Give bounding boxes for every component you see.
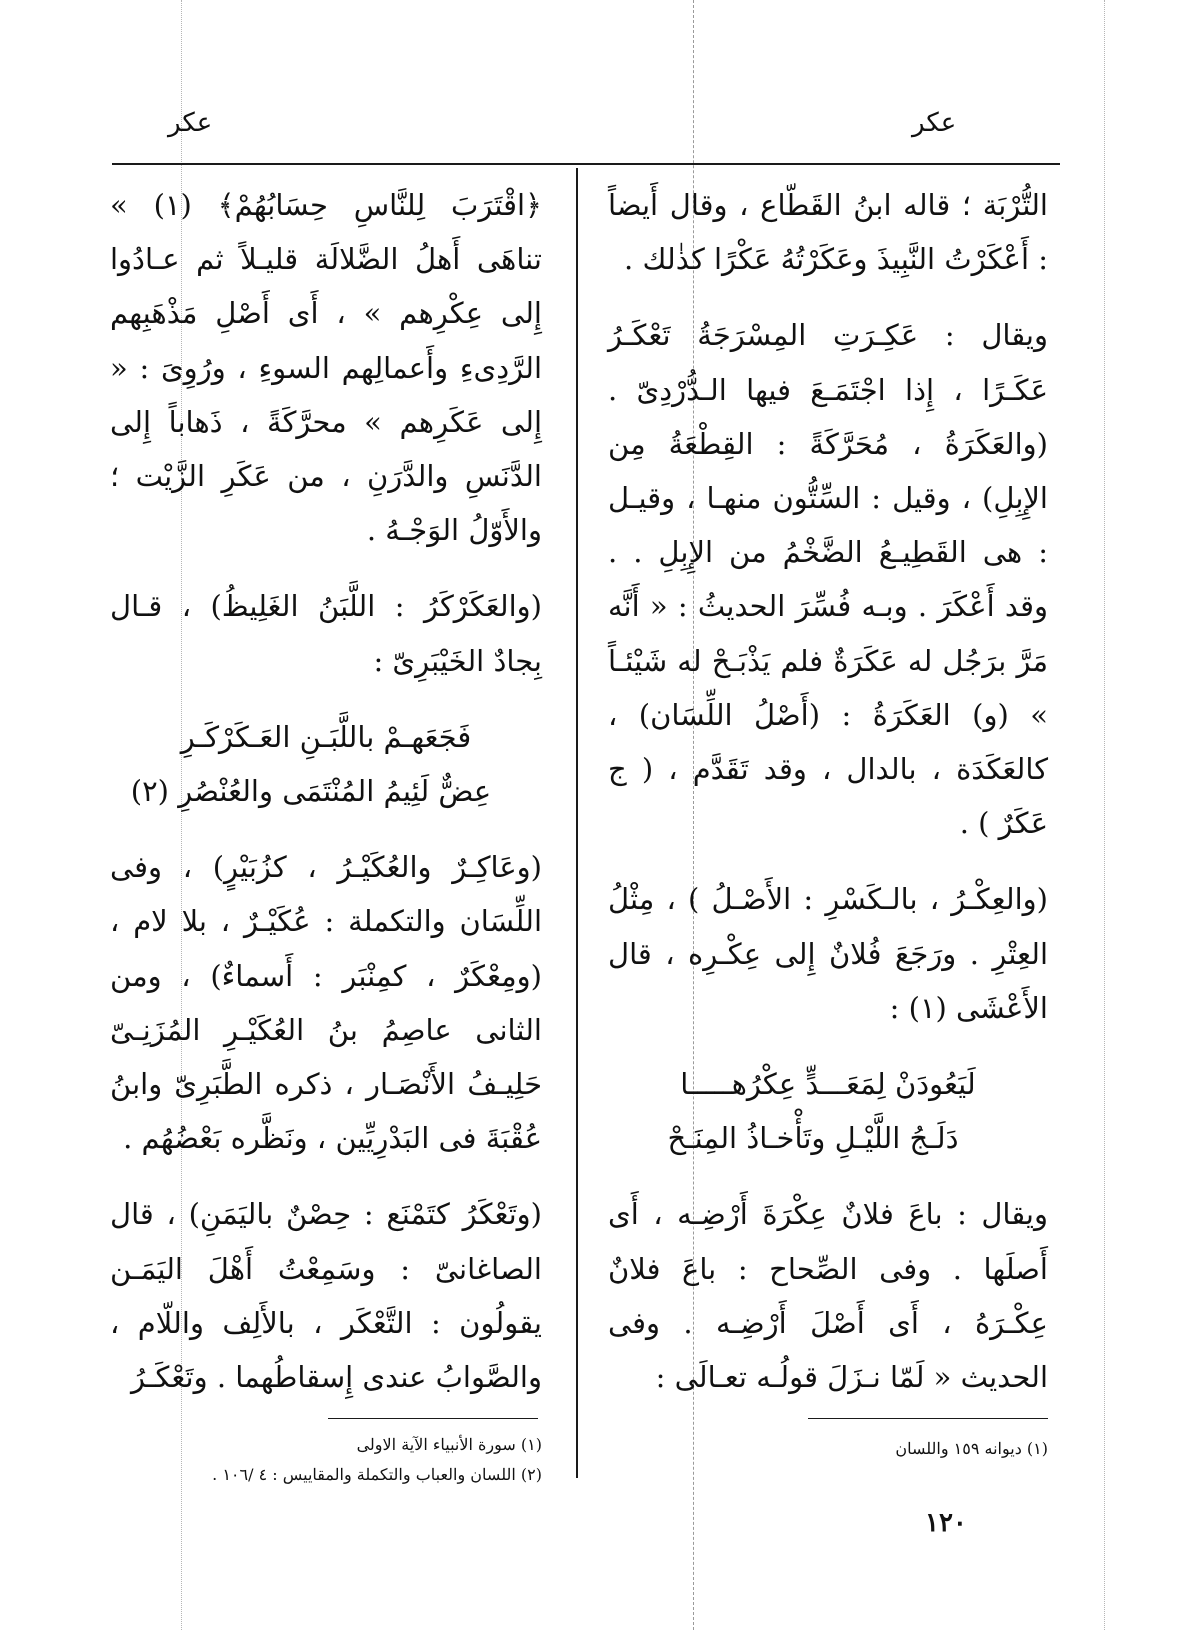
paragraph: التُّرْبَة ؛ قاله ابنُ القَطّاع ، وقال أَيضاً : أَعْكَرْتُ النَّبِيذَ وعَكَرْتُهُ عَكْرًا كذٰلك . bbox=[608, 188, 1048, 277]
verse-line: فَجَعَهـمْ باللَّبَـنِ العَـكَرْكَـرِ bbox=[180, 719, 472, 754]
verse-line: عِضٌّ لَئِيمُ المُنْتَمَى والعُنْصُرِ (٢) bbox=[130, 774, 492, 809]
footnote-rule bbox=[328, 1418, 538, 1419]
paragraph: (والعِكْـرُ ، بالـكَسْرِ : الأَصْـلُ ) ، مِثْلُ العِتْرِ . ورَجَعَ فُلانٌ إِلى عِكْـرِه ، قال الأَعْشَى (١) : bbox=[608, 882, 1048, 1025]
scan-margin-line bbox=[1104, 0, 1105, 1630]
running-header-right: عكر bbox=[912, 108, 957, 138]
paragraph: ويقال : باعَ فلانٌ عِكْرَةَ أَرْضِـه ، أَى أَصلَها . وفى الصِّحاح : باعَ فلانٌ عِكْـرَهُ ، أَى أَصْلَ أَرْضِـه . وفى الحديث « لَمّا نـزَلَ قولُـه تعـالَى : bbox=[608, 1197, 1048, 1395]
paragraph: ويقال : عَكِـرَتِ المِسْرَجَةُ تَعْكَـرُ عَكَـرًا ، إِذا اجْتَمَـعَ فيها الـدُّرْدِىّ . (والعَكَرَةُ ، مُحَرَّكَةً : القِطْعَةُ مِن الإِبِلِ) ، وقيل : السِّتُّون منهـا ، وقيـل : هى القَطِيـعُ الضَّخْمُ من الإِبِلِ . . وقد أَعْكَرَ . وبـه فُسِّرَ الحديثُ : « أَنَّه مَرَّ برَجُل له عَكَرَةٌ فلم يَذْبَـحْ له شَيْئـاً » (و) العَكَرَةُ : (أَصْلُ اللِّسَان) ، كالعَكَدَة ، بالدال ، وقد تَقَدَّم ، ( ج عَكَرٌ ) . bbox=[608, 318, 1048, 841]
header-rule bbox=[112, 163, 1060, 165]
right-column bbox=[608, 178, 1048, 1404]
footnote: (١) سورة الأنبياء الآية الاولى bbox=[356, 1435, 542, 1454]
left-column bbox=[110, 178, 542, 1404]
page-number: ١٢٠ bbox=[925, 1508, 967, 1538]
paragraph: (وعَاكِـرٌ والعُكَيْـرُ ، كزُبَيْرٍ) ، وفى اللِّسَان والتكملة : عُكَيْـرٌ ، بلا لام ، (ومِعْكَرٌ ، كمِنْبَر : أَسماءٌ) ، ومن الثانى عاصِمُ بنُ العُكَيْـرِ المُزَنِـىّ حَلِيـفُ الأَنْصَـار ، ذكره الطَّبَرِىّ وابنُ عُقْبَةَ فى البَدْرِيِّين ، ونَظَّره بَعْضُهُم . bbox=[110, 850, 542, 1156]
paragraph: (والعَكَرْكَرُ : اللَّبَنُ الغَلِيظُ) ، قـال بِجادٌ الخَيْبَرِىّ : bbox=[110, 589, 542, 678]
verse-line: دَلَـجُ اللَّيْـلِ وتَأْخـاذُ المِنَـحْ bbox=[667, 1121, 959, 1156]
paragraph: ﴿اقْتَرَبَ لِلنَّاسِ حِسَابُهُمْ﴾ (١) » تناهَى أَهلُ الضَّلالَة قليـلاً ثم عـادُوا إِلى عِكْرِهم » ، أَى أَصْلِ مَذْهَبِهم الرَّدِىءِ وأَعمالِهم السوءِ ، ورُوِىَ : « إِلى عَكَرِهم » محرَّكَةً ، ذَهاباً إِلى الدَّنَسِ والدَّرَنِ ، من عَكَرِ الزَّيْت ؛ والأَوّلُ الوَجْـهُ . bbox=[110, 188, 542, 548]
footnote: (٢) اللسان والعباب والتكملة والمقاييس : ٤ /١٠٦ . bbox=[212, 1465, 542, 1484]
paragraph: (وتَعْكَرُ كتَمْنَع : حِصْنٌ باليَمَنِ) ، قال الصاغانىّ : وسَمِعْتُ أَهْلَ اليَمَـن يقولُون : التَّعْكَر ، بالأَلِف واللّام ، والصَّوابُ عندى إِسقاطُهما . وتَعْكَـرُ bbox=[110, 1197, 542, 1395]
column-divider bbox=[576, 168, 578, 1478]
footnotes-right bbox=[608, 1434, 1048, 1464]
footnote-rule bbox=[808, 1418, 1048, 1419]
running-header-left: عكر bbox=[168, 108, 213, 138]
verse-line: لَيَعُودَنْ لِمَعَـــدٍّ عِكْرُهـــــا bbox=[680, 1067, 976, 1102]
footnotes-left bbox=[110, 1430, 542, 1490]
footnote: (١) ديوانه ١٥٩ واللسان bbox=[895, 1439, 1048, 1458]
